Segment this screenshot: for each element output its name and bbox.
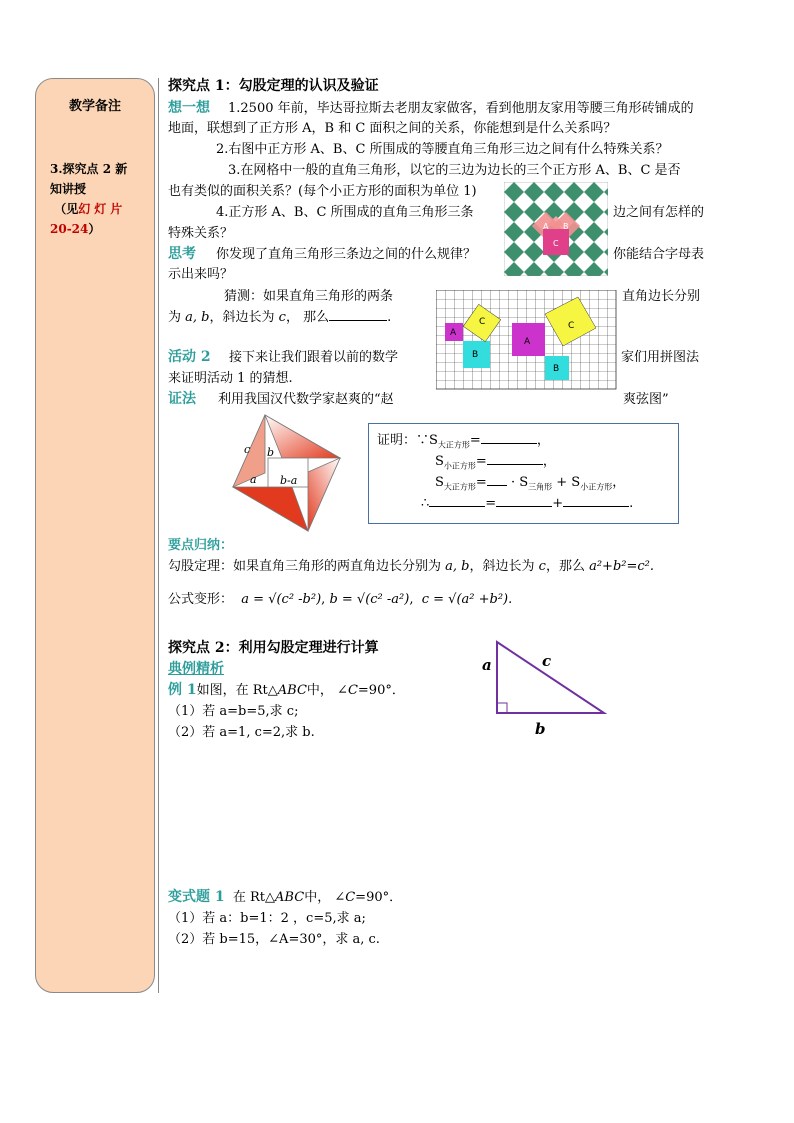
example-angle-c: C [347,683,358,698]
proof-text: 证明：∵S [377,433,438,448]
proof-subscript: 小正方形 [443,461,476,471]
guess-text: ，斜边长为 [209,310,275,325]
question-1-line2: 地面，联想到了正方形 A，B 和 C 面积之间的关系，你能想到是什么关系吗？ [168,121,617,136]
proof-text: · S [510,475,529,490]
proof-method-label: 证法 [168,391,196,407]
proof-text: ， [612,475,626,490]
guess-vars: a, b [185,310,210,325]
grid-squares-figure [436,290,618,390]
variant-text: 在 Rt△ [232,890,276,905]
sidebar-note-line [50,219,150,239]
proof-text: ， [542,454,556,469]
reflect-part2: 你能结合字母表 [613,247,705,262]
teaching-notes-sidebar [35,78,155,993]
proof-subscript: 大正方形 [443,482,476,492]
proof-blank[interactable] [429,506,485,507]
sidebar-note-text: （见 [54,202,79,216]
variant-question-label: 变式题 1 [168,889,225,905]
formula-c: c = √(a² +b²). [421,592,513,607]
proof-blank[interactable] [487,464,543,465]
guess-text: ， 那么 [285,310,330,325]
sidebar-title: 教学备注 [68,99,121,114]
grid-label-c-right: C [568,321,575,331]
think-label: 想一想 [168,100,210,116]
proof-line2 [435,454,556,474]
triangle-label-c: c [542,652,552,670]
variant-abc: ABC [275,890,305,905]
sidebar-note-slide-range: 20-24 [50,222,89,236]
activity-part2: 家们用拼图法 [621,350,700,365]
zhao-label-b: b [267,446,275,459]
question-2: 2.右图中正方形 A、B、C 所围成的等腰直角三角形三边之间有什么特殊关系？ [216,142,669,157]
guess-text: . [387,310,392,325]
guess-line2 [168,310,391,325]
grid-label-c-left: C [479,317,486,327]
proof-blank[interactable] [481,443,537,444]
question-3-line2: 也有类似的面积关系？(每个小正方形的面积为单位 1) [168,184,477,199]
formula-b: b = √(c² -a²) [329,592,410,607]
variant-label: 公式变形： [168,592,234,607]
reflect-line2: 示出来吗？ [168,267,234,282]
proof-text: . [629,496,634,511]
question-3-line1: 3.在网格中一般的直角三角形，以它的三边为边长的三个正方形 A、B、C 是否 [228,163,681,178]
theorem-text: ，那么 [545,559,585,574]
zhao-label-a: a [250,473,257,486]
proof-text: = [485,496,497,511]
question-1-line1: 1.2500 年前，毕达哥拉斯去老朋友家做客，看到他朋友家用等腰三角形砖铺成的 [228,101,694,116]
zhao-shuang-diagram [230,413,345,533]
variant-q2: （2）若 b=15，∠A=30°，求 a, c. [168,932,380,947]
question-4-line2: 特殊关系？ [168,226,234,241]
grid-label-b-left: B [472,350,479,360]
question-4-part2: 边之间有怎样的 [613,205,705,220]
activity-part1: 接下来让我们跟着以前的数学 [229,350,399,365]
example-text: =90°． [357,683,405,698]
activity-line2: 来证明活动 1 的猜想. [168,371,293,386]
proof-text: = [475,454,487,469]
example-abc: ABC [277,683,307,698]
formula-variants: 公式变形： a = √(c² -b²), b = √(c² -a²), c = √(a² +b²). [168,592,513,607]
proof-text: = [475,475,487,490]
sidebar-note-line [50,199,150,219]
grid-label-b-right: B [553,364,560,374]
triangle-label-a: a [482,656,492,674]
sidebar-note-text: ） [88,222,101,236]
sidebar-note-line: 3.探究点 2 新 [50,162,128,176]
example-1-q1: （1）若 a=b=5,求 c; [168,704,299,719]
variant-text: 中， ∠ [304,890,346,905]
variant-q1: （1）若 a：b=1：2 ，c=5,求 a; [168,911,366,926]
proof-text: ∴ [421,496,430,511]
proof-method-part2: 爽弦图” [623,392,669,407]
example-text: 中， ∠ [306,683,348,698]
example-1 [168,683,405,698]
section2-heading: 探究点 2：利用勾股定理进行计算 [168,640,379,656]
triangle-label-b: b [535,720,546,738]
sidebar-note [50,159,150,239]
proof-text: + S [556,475,581,490]
zhao-label-c: c [244,443,251,456]
grid-label-a-right: A [524,337,531,347]
proof-text: ， [536,433,550,448]
proof-box [368,423,679,524]
proof-blank[interactable] [496,506,552,507]
section1-heading: 探究点 1：勾股定理的认识及验证 [168,78,379,94]
example-text: 如图，在 Rt△ [196,683,278,698]
theorem-formula: a²+b²=c². [589,559,654,574]
proof-text: = [469,433,481,448]
variant-question [168,890,402,905]
proof-method-part1: 利用我国汉代数学家赵爽的“赵 [218,392,394,407]
proof-line3 [435,475,625,495]
sidebar-divider [158,78,159,993]
grid-label-a-left: A [450,328,457,338]
example-1-label: 例 1 [168,682,197,698]
tile-label-c: C [553,239,559,248]
right-triangle-figure [478,636,613,741]
example-tag: 典例精析 [168,661,224,677]
formula-a: a = √(c² -b²) [241,592,322,607]
proof-text: S [435,475,444,490]
proof-text: + [552,496,564,511]
variant-text: =90°． [355,890,403,905]
theorem-text: ，斜边长为 [469,559,535,574]
pythagorean-theorem [168,559,654,574]
guess-var-c: c [278,310,286,325]
theorem-text: 勾股定理：如果直角三角形的两直角边长分别为 [168,559,442,574]
proof-blank[interactable] [487,485,507,486]
reflect-part1: 你发现了直角三角形三条边之间的什么规律？ [216,247,477,262]
theorem-vars: a, b [445,559,470,574]
proof-subscript: 大正方形 [437,440,470,450]
proof-subscript: 小正方形 [580,482,613,492]
proof-text: S [435,454,444,469]
proof-line1 [377,433,550,453]
guess-blank[interactable] [329,320,387,321]
tile-label-a: A [543,222,549,231]
variant-angle-c: C [345,890,356,905]
guess-text: 为 [168,310,182,325]
guess-part2: 直角边长分别 [622,289,701,304]
proof-blank[interactable] [563,506,629,507]
theorem-var-c: c [538,559,546,574]
zhao-label-b-minus-a: b-a [280,474,298,487]
proof-line4 [421,496,633,511]
activity-label: 活动 2 [168,349,211,365]
example-1-q2: （2）若 a=1, c=2,求 b. [168,725,315,740]
proof-subscript: 三角形 [528,482,553,492]
question-4-part1: 4.正方形 A、B、C 所围成的直角三角形三条 [216,205,474,220]
sidebar-note-slide: 幻灯片 [78,202,127,216]
key-points-label: 要点归纳： [168,538,234,553]
tile-pattern-figure [504,182,608,276]
tile-label-b: B [563,222,569,231]
guess-part1: 猜测：如果直角三角形的两条 [224,289,394,304]
reflect-label: 思考 [168,246,196,262]
sidebar-note-line: 知讲授 [50,182,87,196]
